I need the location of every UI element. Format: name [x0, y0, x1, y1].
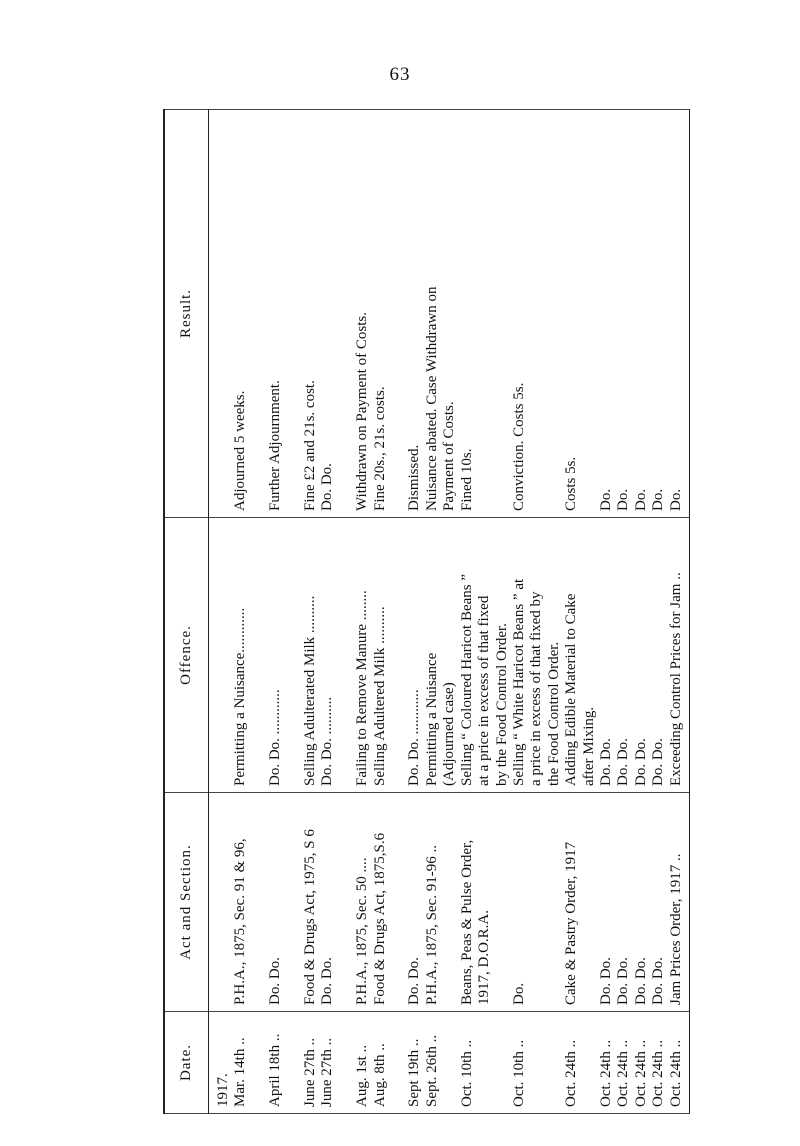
table-cell-line	[441, 1012, 458, 1107]
table-cell-line	[337, 1012, 354, 1107]
table-cell-line: Cake & Pastry Order, 1917	[563, 841, 580, 1005]
header-result: Result.	[164, 110, 209, 518]
table-cell-line: a price in excess of that fixed by	[528, 591, 545, 786]
table-cell-line	[389, 110, 406, 511]
offence-column	[209, 518, 690, 793]
table-cell-line: Selling “ White Haricot Beans ” at	[510, 578, 527, 786]
table-cell-line: Permitting a Nuisance	[423, 652, 440, 786]
table-cell-line: Oct. 24th ..	[563, 1039, 580, 1107]
table-cell-line: Dismissed.	[406, 444, 423, 511]
table-cell-line: Sept 19th ..	[406, 1038, 423, 1107]
table-cell-line: June 27th ..	[319, 1037, 336, 1107]
table-cell-line: Fine £2 and 21s. cost.	[302, 380, 319, 511]
prosecutions-table-container	[163, 110, 684, 1114]
table-cell-line: June 27th ..	[302, 1037, 319, 1107]
table-cell-line: Do. Do. ............	[406, 689, 423, 786]
table-cell-line: Do. Do.	[650, 738, 667, 786]
table-header-row	[164, 110, 209, 1114]
table-cell-line	[389, 1012, 406, 1107]
table-cell-line: Do. Do. ............	[267, 689, 284, 786]
table-cell-line: Jam Prices Order, 1917 ..	[667, 853, 684, 1005]
table-cell-line: Aug. 1st ..	[354, 1044, 371, 1107]
table-cell-line	[528, 1012, 545, 1107]
table-cell-line	[581, 110, 598, 511]
table-cell-line: Do. Do.	[267, 957, 284, 1005]
table-cell-line: Food & Drugs Act, 1875,S.6	[371, 832, 388, 1005]
table-cell-line: Mar. 14th ..	[232, 1037, 249, 1107]
table-cell-line	[528, 793, 545, 1005]
header-act-and-section: Act and Section.	[164, 793, 209, 1012]
table-cell-line: Nuisance abated. Case Withdrawn on	[423, 286, 440, 511]
table-cell-line: Payment of Costs.	[441, 401, 458, 511]
table-cell-line	[546, 793, 563, 1005]
table-cell-line: Oct. 24th ..	[667, 1039, 684, 1107]
table-cell-line: Do.	[650, 488, 667, 511]
table-cell-line	[250, 793, 267, 1005]
table-cell-line	[337, 110, 354, 511]
table-cell-line	[285, 518, 302, 786]
table-cell-line: Exceeding Control Prices for Jam ..	[667, 572, 684, 786]
table-cell-line: 1917, D.O.R.A.	[476, 909, 493, 1005]
table-cell-line: Selling “ Coloured Haricot Beans ”	[458, 573, 475, 786]
table-cell-line	[494, 1012, 511, 1107]
table-cell-line: April 18th ..	[267, 1033, 284, 1107]
table-cell-line	[546, 1012, 563, 1107]
table-cell-line: Do. Do.	[406, 957, 423, 1005]
table-cell-line: Beans, Peas & Pulse Order,	[458, 839, 475, 1005]
table-cell-line: Food & Drugs Act, 1975, S 6	[302, 829, 319, 1005]
table-cell-line	[581, 1012, 598, 1107]
result-column	[209, 110, 690, 518]
table-cell-line: Costs 5s.	[563, 456, 580, 511]
table-cell-line: Fine 20s., 21s. costs.	[371, 386, 388, 511]
table-cell-line: Do. Do.	[319, 463, 336, 511]
table-cell-line	[581, 793, 598, 1005]
table-cell-line: by the Food Control Order.	[493, 623, 510, 786]
table-cell-line: P.H.A., 1875, Sec. 50 ....	[354, 857, 371, 1005]
table-cell-line	[389, 793, 406, 1005]
table-cell-line: Further Adjournment.	[267, 380, 284, 511]
table-cell-line: Oct. 10th ..	[510, 1039, 527, 1107]
table-cell-line	[250, 1012, 267, 1107]
table-cell-line: at a price in excess of that fixed	[476, 595, 493, 786]
table-cell-line	[546, 110, 563, 511]
table-cell-line: Failing to Remove Manure ........	[354, 590, 371, 786]
table-cell-line: Do. Do.	[597, 738, 614, 786]
table-cell-line: Selling Adultered Milk ..........	[371, 606, 388, 786]
table-cell-line	[476, 110, 493, 511]
table-cell-line	[337, 518, 354, 786]
table-cell-line: Sept. 26th ..	[423, 1034, 440, 1107]
table-cell-line: Do.	[510, 982, 527, 1005]
table-cell-line	[215, 793, 232, 1005]
table-cell-line: Selling Adulterated Milk ..........	[302, 595, 319, 786]
table-cell-line: Fined 10s.	[458, 448, 475, 511]
table-cell-line: Do. Do.	[319, 957, 336, 1005]
table-body-row	[209, 110, 690, 1114]
table-cell-line: Do.	[597, 488, 614, 511]
table-cell-line: Oct. 24th ..	[632, 1039, 649, 1107]
table-cell-line: the Food Control Order.	[545, 641, 562, 786]
table-cell-line: Oct. 10th ..	[458, 1039, 475, 1107]
table-cell-line	[285, 793, 302, 1005]
table-cell-line	[476, 1012, 493, 1107]
table-cell-line: 1917.	[215, 1073, 231, 1107]
act-column	[209, 793, 690, 1012]
table-cell-line: Conviction. Costs 5s.	[510, 382, 527, 511]
table-cell-line: Adding Edible Material to Cake	[563, 593, 580, 786]
table-cell-line	[494, 110, 511, 511]
table-cell-line: Do.	[667, 488, 684, 511]
table-cell-line: Do. Do. ..........	[319, 696, 336, 786]
table-cell-line: Oct. 24th ..	[597, 1039, 614, 1107]
table-cell-line: P.H.A., 1875, Sec. 91-96 ..	[423, 845, 440, 1005]
table-cell-line: P.H.A., 1875, Sec. 91 & 96,	[232, 838, 249, 1005]
table-cell-line	[441, 793, 458, 1005]
table-cell-line: Do. Do.	[615, 957, 632, 1005]
table-cell-line: Do. Do.	[632, 738, 649, 786]
table-cell-line	[285, 1012, 302, 1107]
table-cell-line	[337, 793, 354, 1005]
table-cell-line: Do.	[615, 488, 632, 511]
header-offence: Offence.	[164, 518, 209, 793]
table-cell-line	[285, 110, 302, 511]
page-number: 63	[389, 64, 411, 85]
table-cell-line: Permitting a Nuisance............	[232, 607, 249, 786]
table-cell-line: Oct. 24th ..	[650, 1039, 667, 1107]
table-cell-line: Do. Do.	[632, 957, 649, 1005]
table-cell-line: Oct. 24th ..	[615, 1039, 632, 1107]
table-cell-line: (Adjourned case)	[441, 682, 458, 786]
date-column	[209, 1012, 690, 1114]
table-cell-line	[389, 518, 406, 786]
table-cell-line	[250, 518, 267, 786]
table-cell-line	[528, 110, 545, 511]
table-cell-line: Aug. 8th ..	[371, 1043, 388, 1107]
prosecutions-table	[163, 109, 690, 1114]
table-cell-line: Do. Do.	[597, 957, 614, 1005]
table-cell-line	[250, 110, 267, 511]
table-cell-line	[494, 793, 511, 1005]
header-date: Date.	[164, 1012, 209, 1114]
table-cell-line: Adjourned 5 weeks.	[232, 390, 249, 511]
table-cell-line: Do.	[632, 488, 649, 511]
table-cell-line	[215, 518, 232, 786]
table-cell-line	[215, 110, 232, 511]
table-cell-line: Do. Do.	[615, 738, 632, 786]
table-cell-line: Withdrawn on Payment of Costs.	[354, 312, 371, 511]
table-cell-line: after Mixing.	[580, 706, 597, 786]
table-cell-line: Do. Do.	[650, 957, 667, 1005]
